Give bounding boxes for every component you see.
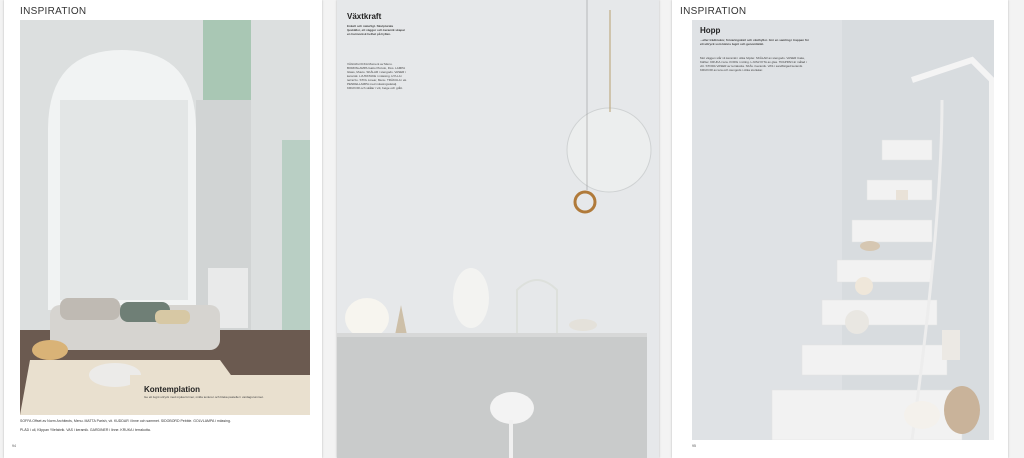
middle-page xyxy=(337,0,659,458)
middle-title: Växtkraft xyxy=(347,12,382,21)
left-page-number: 94 xyxy=(12,444,16,448)
right-title: Hopp xyxy=(700,26,721,35)
left-credits-line2: PLÄD i ull, Klippan Yllefabrik. VAS i keramik. GARDINER i linne. KRUKA i terrakotta. xyxy=(20,428,151,432)
right-page-number: 95 xyxy=(692,444,696,448)
left-header: INSPIRATION xyxy=(20,6,87,17)
left-page xyxy=(4,0,322,458)
right-header: INSPIRATION xyxy=(680,6,747,17)
left-credits-line1: SOFFA Offset av Norm Architects, Menu. MATTA Parish, vit. KUDDAR i linne och sammet. SIDOBORD Pebble. GOLVLAMPA i mässing. xyxy=(20,419,231,423)
right-page xyxy=(672,0,1008,458)
middle-intro: Enkelt och naturligt. Skulpturala ljuskällor, ett väggur och keramik skapar en harmonisk helhet på hyllan. xyxy=(347,24,406,36)
living-room-photo xyxy=(20,20,310,415)
right-intro: ...eller trädkrukor, förvaringskärl och växthyllor. Gör en samling i trappan för ett uttryck som känns lugnt och genomtänkt. xyxy=(700,38,809,46)
right-body: Mot väggen står vit keramik i olika höjder. SKÅLAR av stengods. VASER Cake, Kähler. KRUKA i lera. KORG i rotting. LJUSLYKTA av glas. TRAPPAN är målad i vitt. STORA VASER av terrakotta. SKÅL i keramik. VAS i sandfärgad keramik. KRUKOR av lera och stengods i olika storlekar. xyxy=(700,56,807,72)
left-caption-sub: Ge ett lugnt uttryck med mjuka former, milda texturer och bleka pasteller i vardagsrummet. xyxy=(144,395,264,399)
stairs-photo xyxy=(692,20,994,440)
stairs-illustration xyxy=(692,20,994,440)
living-room-illustration xyxy=(20,20,310,415)
middle-body: VÄGGKLOCKA Moment av Menu. BORDSLAMPA Gatto Piccolo, Flos. LAMPA Glass, Muuto. SKÅLAR i stengods. VASER i keramik. LJUSSTAKE i mässing. HYLLA i terrazzo. STOL Linear, Menu. TRÄKULA i ek. PENDELLAMPA med mässingsdetalj. KRUKOR och skålar i vitt, beige och grått. xyxy=(347,62,407,90)
left-caption-title: Kontemplation xyxy=(144,385,200,394)
